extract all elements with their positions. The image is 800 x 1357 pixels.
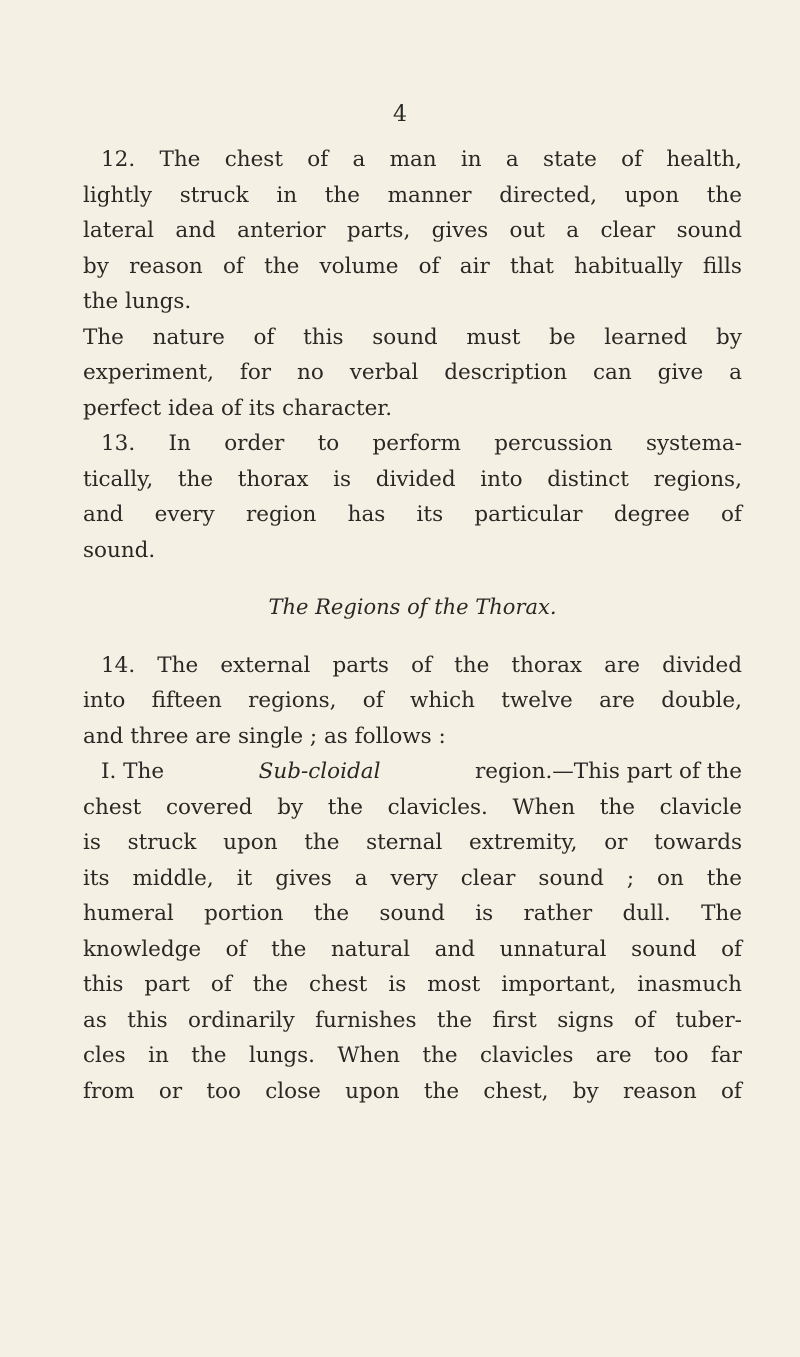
- word: the: [177, 466, 214, 492]
- word: and: [83, 502, 124, 527]
- word: of: [210, 972, 232, 997]
- text-line: [83, 861, 742, 897]
- text-line: [83, 1074, 742, 1110]
- word: health,: [666, 147, 742, 172]
- word: external: [220, 652, 311, 678]
- word: region: [245, 502, 317, 527]
- word: in: [148, 1043, 169, 1068]
- word: are: [595, 1043, 632, 1068]
- word: first: [492, 1007, 537, 1033]
- word: clear: [600, 218, 656, 243]
- word: man: [389, 147, 437, 172]
- word: dull.: [622, 901, 671, 926]
- word: description: [444, 360, 568, 385]
- text-line: [83, 462, 742, 498]
- text-line: [83, 142, 742, 178]
- word: the: [191, 1043, 227, 1068]
- word: the: [264, 253, 300, 279]
- text-line: [83, 790, 742, 826]
- word: the: [304, 830, 340, 855]
- word: and: [175, 218, 216, 243]
- word: The: [157, 652, 199, 678]
- text-line: [83, 213, 742, 249]
- word: fills: [702, 253, 742, 279]
- word: sound: [631, 936, 697, 962]
- section-heading: The Regions of the Thorax.: [268, 595, 557, 619]
- text-line: [83, 249, 742, 285]
- word: close: [265, 1078, 321, 1104]
- word: distinct: [547, 466, 629, 492]
- word: thorax: [237, 466, 309, 492]
- word: The: [701, 901, 742, 926]
- word: of: [418, 253, 440, 279]
- word: too: [206, 1078, 241, 1104]
- word: the: [271, 936, 307, 962]
- word: a: [729, 360, 742, 385]
- word: for: [239, 360, 272, 385]
- word: by: [716, 324, 742, 350]
- word: parts: [332, 652, 389, 678]
- word: knowledge: [83, 936, 202, 962]
- word: the: [327, 794, 363, 820]
- word: manner: [387, 182, 472, 208]
- word: chest: [309, 972, 368, 997]
- word: by: [572, 1078, 599, 1104]
- body-text: [83, 142, 742, 1109]
- word: give: [657, 360, 704, 385]
- word: very: [390, 865, 438, 891]
- word: sound: [538, 865, 604, 891]
- word: a: [505, 147, 519, 172]
- word: furnishes: [315, 1007, 417, 1033]
- word: of: [225, 936, 247, 962]
- word: to: [317, 431, 340, 456]
- word: of: [721, 502, 742, 527]
- word: upon: [345, 1078, 400, 1104]
- word: its: [83, 865, 110, 891]
- word: sound: [372, 324, 438, 350]
- word: towards: [654, 830, 742, 855]
- word: every: [154, 502, 215, 527]
- word: is: [333, 466, 352, 492]
- word: of: [222, 253, 244, 279]
- word: divided: [662, 652, 742, 678]
- word: directed,: [499, 182, 597, 208]
- word: twelve: [501, 688, 573, 713]
- word: are: [604, 652, 640, 678]
- word: percussion: [494, 431, 613, 456]
- word: of: [720, 1078, 742, 1104]
- word: on: [657, 865, 684, 891]
- word: it: [236, 865, 253, 891]
- word: particular: [474, 502, 583, 527]
- word: reason: [129, 253, 203, 279]
- word: that: [509, 253, 554, 279]
- word: air: [459, 253, 490, 279]
- text-line: the lungs.: [83, 289, 192, 314]
- text-line: [83, 683, 742, 719]
- word: clavicles: [479, 1043, 574, 1068]
- word: of: [634, 1007, 656, 1033]
- word: ordinarily: [188, 1007, 295, 1033]
- word: experiment,: [83, 360, 214, 385]
- text-line: [83, 178, 742, 214]
- word: or: [158, 1078, 183, 1104]
- text-line: [83, 1003, 742, 1039]
- page-number: 4: [393, 102, 407, 127]
- word: perform: [372, 431, 461, 456]
- word: The: [83, 324, 124, 350]
- word: fifteen: [151, 688, 222, 713]
- word: its: [416, 502, 444, 527]
- text-line: [83, 967, 742, 1003]
- word: most: [427, 972, 481, 997]
- text-line: [83, 648, 742, 684]
- word: of: [307, 147, 329, 172]
- word: upon: [624, 182, 680, 208]
- word: state: [543, 147, 597, 172]
- word: regions,: [248, 688, 337, 713]
- word: lightly: [83, 182, 153, 208]
- word: signs: [557, 1007, 614, 1033]
- spacer: [83, 626, 742, 648]
- word: sternal: [366, 830, 443, 855]
- word: When: [512, 794, 576, 820]
- word: too: [653, 1043, 689, 1068]
- word: of: [362, 688, 384, 713]
- text-line: [83, 754, 742, 790]
- word: reason: [623, 1078, 697, 1104]
- word: unnatural: [499, 936, 607, 962]
- word: humeral: [83, 901, 174, 926]
- word: no: [296, 360, 324, 385]
- word: clavicle: [659, 794, 742, 820]
- word: can: [593, 360, 632, 385]
- word: lungs.: [248, 1043, 316, 1068]
- text-line: and three are single ; as follows :: [83, 723, 446, 749]
- word: middle,: [132, 865, 214, 891]
- word: struck: [127, 830, 197, 855]
- word: the: [454, 652, 490, 678]
- word: chest,: [483, 1078, 549, 1104]
- word: of: [621, 147, 643, 172]
- word: which: [409, 688, 475, 713]
- word: this: [127, 1007, 168, 1033]
- word: this: [303, 324, 344, 350]
- text-line: [83, 825, 742, 861]
- word: tically,: [83, 466, 154, 492]
- word: learned: [604, 324, 688, 350]
- word: are: [599, 688, 635, 713]
- text-line: [83, 426, 742, 462]
- word: systema-: [645, 431, 742, 456]
- word: covered: [165, 794, 253, 820]
- word: chest: [83, 794, 142, 820]
- word: clear: [460, 865, 516, 891]
- word: divided: [375, 466, 456, 492]
- text-line: [83, 320, 742, 356]
- text-fragment: region.—This part of the: [475, 759, 742, 784]
- word: as: [83, 1007, 107, 1033]
- word: far: [710, 1043, 742, 1068]
- word: and: [434, 936, 476, 962]
- word: parts,: [346, 218, 411, 243]
- word: thorax: [511, 652, 583, 678]
- text-line: [83, 932, 742, 968]
- word: habitually: [574, 253, 683, 279]
- word: is: [475, 901, 494, 926]
- word: ;: [626, 865, 635, 891]
- word: extremity,: [469, 830, 578, 855]
- word: in: [276, 182, 298, 208]
- text-line: [83, 896, 742, 932]
- word: of: [411, 652, 432, 678]
- word: part: [144, 972, 190, 997]
- word: cles: [83, 1043, 126, 1068]
- spacer: [83, 568, 742, 590]
- word: verbal: [349, 360, 419, 385]
- word: gives: [275, 865, 332, 891]
- text-line: [83, 355, 742, 391]
- word: by: [277, 794, 304, 820]
- word: the: [706, 865, 742, 891]
- word: The: [159, 147, 201, 172]
- word: rather: [523, 901, 593, 926]
- word: order: [224, 431, 285, 456]
- word: the: [313, 901, 350, 926]
- word: regions,: [653, 466, 742, 492]
- word: or: [604, 830, 628, 855]
- word: out: [509, 218, 545, 243]
- word: must: [466, 324, 521, 350]
- word: the: [422, 1043, 458, 1068]
- word: natural: [330, 936, 411, 962]
- word: 12.: [101, 147, 136, 172]
- text-line: [83, 1038, 742, 1074]
- word: tuber-: [675, 1007, 742, 1033]
- word: by: [83, 253, 109, 279]
- word: the: [706, 182, 742, 208]
- word: the: [423, 1078, 460, 1104]
- word: this: [83, 972, 124, 997]
- word: into: [83, 688, 126, 713]
- word: a: [566, 218, 580, 243]
- text-line: [83, 497, 742, 533]
- word: of: [253, 324, 275, 350]
- word: the: [599, 794, 635, 820]
- word: inasmuch: [637, 972, 742, 997]
- word: the: [436, 1007, 473, 1033]
- word: When: [337, 1043, 400, 1068]
- word: sound: [676, 218, 742, 243]
- word: sound: [379, 901, 445, 926]
- word: struck: [179, 182, 249, 208]
- word: into: [480, 466, 523, 492]
- word: from: [83, 1078, 135, 1104]
- word: the: [252, 972, 289, 997]
- word: a: [354, 865, 368, 891]
- word: lateral: [83, 218, 155, 243]
- word: upon: [223, 830, 278, 855]
- word: has: [347, 502, 386, 527]
- text-line: sound.: [83, 537, 156, 563]
- region-name: Sub-cloidal: [258, 759, 381, 784]
- text-fragment: I. The: [101, 759, 165, 784]
- word: is: [83, 830, 101, 855]
- word: degree: [613, 502, 690, 527]
- word: anterior: [237, 218, 326, 243]
- word: portion: [204, 901, 284, 926]
- word: gives: [431, 218, 489, 243]
- text-line: perfect idea of its character.: [83, 395, 393, 421]
- word: of: [721, 936, 742, 962]
- word: double,: [661, 688, 742, 713]
- word: volume: [319, 253, 399, 279]
- word: clavicles.: [387, 794, 488, 820]
- word: chest: [224, 147, 283, 172]
- word: be: [549, 324, 576, 350]
- word: the: [324, 182, 360, 208]
- word: nature: [152, 324, 225, 350]
- word: important,: [501, 972, 617, 997]
- word: is: [388, 972, 407, 997]
- word: 14.: [101, 652, 136, 678]
- word: a: [352, 147, 366, 172]
- word: In: [168, 431, 191, 456]
- word: in: [460, 147, 482, 172]
- word: 13.: [101, 431, 136, 456]
